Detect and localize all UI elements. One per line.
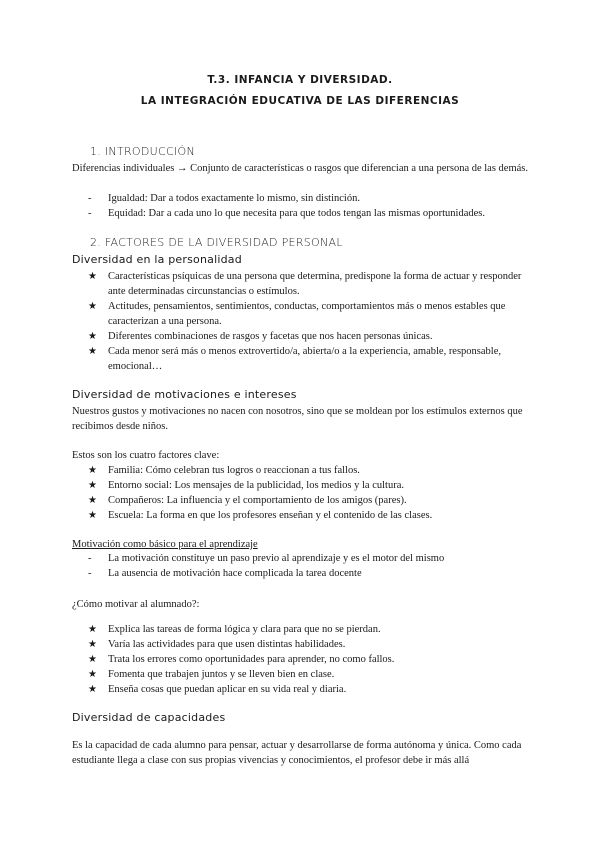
star-bullet-icon: ★ (88, 639, 97, 650)
personalidad-list (72, 269, 534, 374)
list-item: ★ Enseña cosas que puedan aplicar en su vida real y diaria. (88, 684, 347, 695)
intro-paragraph: Diferencias individuales → Conjunto de características o rasgos que diferencian a una persona de las demás. (72, 163, 529, 174)
personalidad-heading: Diversidad en la personalidad (72, 253, 242, 266)
star-bullet-icon: ★ (88, 301, 97, 312)
star-bullet-icon: ★ (88, 465, 97, 476)
list-item: ★ Varía las actividades para que usen distintas habilidades. (88, 639, 346, 650)
list-item: ★ Fomenta que trabajen juntos y se lleven bien en clase. (88, 669, 335, 680)
star-bullet-icon: ★ (88, 684, 97, 695)
list-item: ★ Compañeros: La influencia y el comportamiento de los amigos (pares). (88, 495, 407, 506)
list-item: ★ Cada menor será más o menos extrovertido/a, abierta/o a la experiencia, amable, responsable, emocional… (88, 346, 502, 372)
list-item: ★ Entorno social: Los mensajes de la publicidad, los medios y la cultura. (88, 480, 404, 491)
list-item: - Igualdad: Dar a todos exactamente lo mismo, sin distinción. (88, 193, 360, 204)
star-bullet-icon: ★ (88, 346, 97, 357)
star-bullet-icon: ★ (88, 495, 97, 506)
motivacion-list (72, 551, 534, 581)
dash-bullet: - (88, 568, 92, 579)
star-bullet-icon: ★ (88, 480, 97, 491)
como-motivar-list (72, 622, 534, 697)
document-title-line2: LA INTEGRACIÓN EDUCATIVA DE LAS DIFERENCIAS (140, 95, 460, 107)
list-item: ★ Explica las tareas de forma lógica y clara para que no se pierdan. (88, 624, 381, 635)
dash-bullet: - (88, 208, 92, 219)
section-introduccion-heading: 1. INTRODUCCIÓN (90, 145, 195, 158)
list-item: - La ausencia de motivación hace complicada la tarea docente (88, 568, 362, 579)
capacidades-heading: Diversidad de capacidades (72, 711, 226, 724)
star-bullet-icon: ★ (88, 331, 97, 342)
motivaciones-paragraph: Nuestros gustos y motivaciones no nacen con nosotros, sino que se moldean por los estímulos externos que recibimos desde niños. (72, 406, 523, 432)
document-title-line1: T.3. INFANCIA Y DIVERSIDAD. (207, 74, 393, 86)
list-item: ★ Actitudes, pensamientos, sentimientos, conductas, comportamientos más o menos estables que caracterizan a una persona. (88, 301, 506, 327)
como-motivar-question: ¿Cómo motivar al alumnado?: (72, 599, 200, 610)
dash-bullet: - (88, 193, 92, 204)
list-item: ★ Trata los errores como oportunidades para aprender, no como fallos. (88, 654, 395, 665)
factores-list (72, 463, 534, 523)
star-bullet-icon: ★ (88, 654, 97, 665)
star-bullet-icon: ★ (88, 510, 97, 521)
list-item: ★ Familia: Cómo celebran tus logros o reaccionan a tus fallos. (88, 465, 360, 476)
list-item: - La motivación constituye un paso previo al aprendizaje y es el motor del mismo (88, 553, 445, 564)
star-bullet-icon: ★ (88, 624, 97, 635)
section-factores-heading: 2. FACTORES DE LA DIVERSIDAD PERSONAL (90, 236, 343, 249)
dash-bullet: - (88, 553, 92, 564)
star-bullet-icon: ★ (88, 271, 97, 282)
motivaciones-heading: Diversidad de motivaciones e intereses (72, 388, 297, 401)
intro-list (72, 191, 534, 221)
list-item: - Equidad: Dar a cada uno lo que necesita para que todos tengan las mismas oportunidades. (88, 208, 486, 219)
list-item: ★ Características psíquicas de una persona que determina, predispone la forma de actuar y responder ante determinadas circunstancias o estímulos. (88, 271, 522, 297)
capacidades-paragraph: Es la capacidad de cada alumno para pensar, actuar y desarrollarse de forma autónoma y única. Como cada estudiante llega a clase con sus propias vivencias y conocimientos, el profesor debe ir más allá (72, 740, 522, 766)
list-item: ★ Escuela: La forma en que los profesores enseñan y el contenido de las clases. (88, 510, 433, 521)
factores-intro: Estos son los cuatro factores clave: (72, 450, 220, 461)
star-bullet-icon: ★ (88, 669, 97, 680)
list-item: ★ Diferentes combinaciones de rasgos y facetas que nos hacen personas únicas. (88, 331, 433, 342)
motivacion-title: Motivación como básico para el aprendizaje (72, 539, 258, 550)
